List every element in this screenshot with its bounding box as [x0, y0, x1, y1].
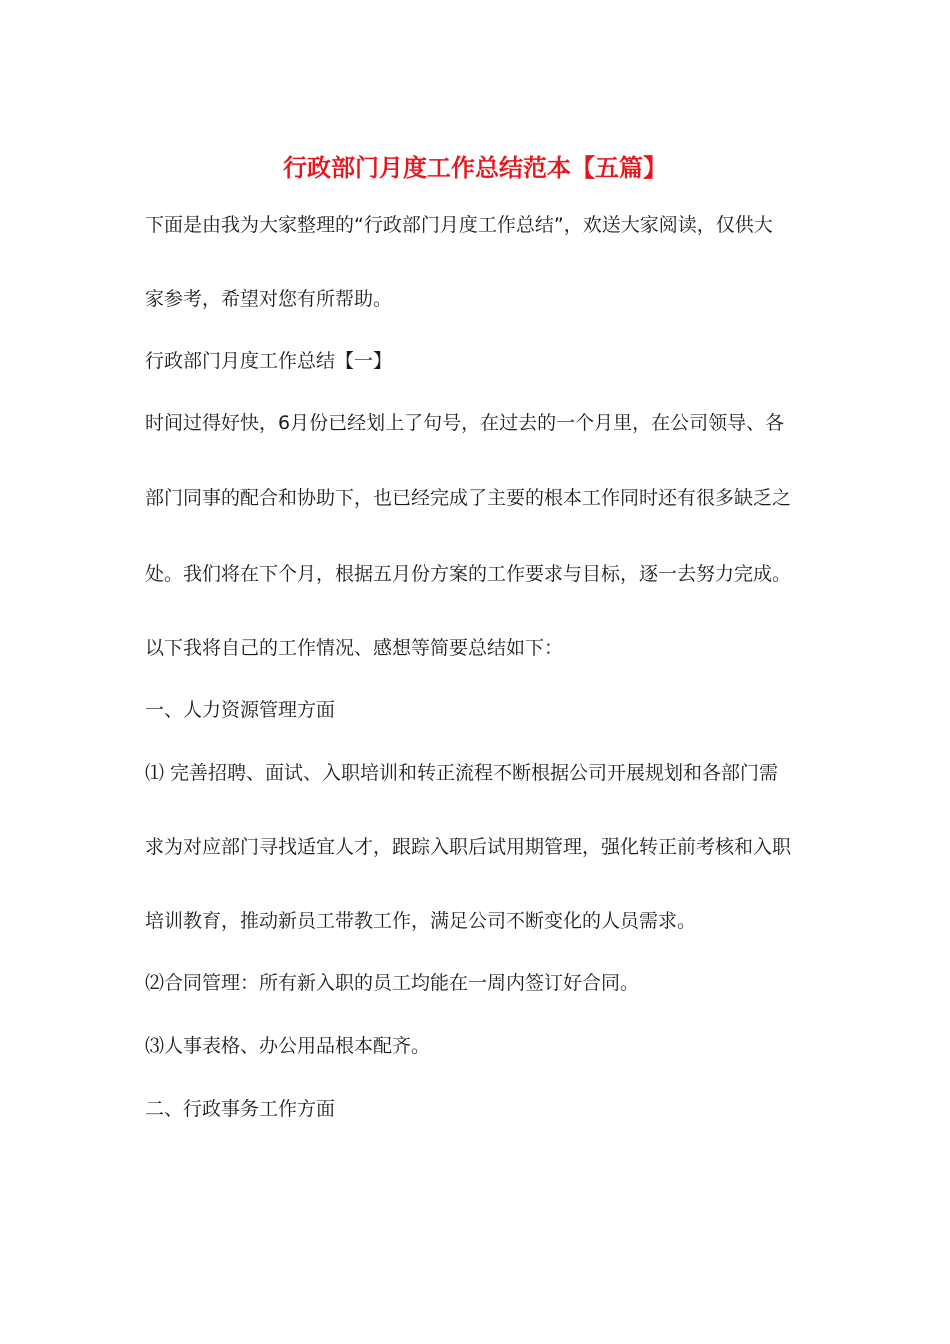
paragraph-line: 处。我们将在下个月，根据五月份方案的工作要求与目标，逐一去努力完成。: [145, 563, 792, 585]
list-item: ⑴ 完善招聘、面试、入职培训和转正流程不断根据公司开展规划和各部门需: [145, 762, 779, 784]
section-heading: 二、行政事务工作方面: [145, 1098, 336, 1120]
list-item: ⑶人事表格、办公用品根本配齐。: [145, 1035, 431, 1057]
section-heading: 一、人力资源管理方面: [145, 699, 336, 721]
paragraph-line: 下面是由我为大家整理的“行政部门月度工作总结”，欢送大家阅读，仅供大: [145, 214, 773, 236]
paragraph-line: 培训教育，推动新员工带教工作，满足公司不断变化的人员需求。: [145, 910, 697, 932]
document-title: 行政部门月度工作总结范本【五篇】: [283, 154, 667, 182]
paragraph-line: 部门同事的配合和协助下，也已经完成了主要的根本工作同时还有很多缺乏之: [145, 487, 792, 509]
paragraph-line: 时间过得好快，6月份已经划上了句号，在过去的一个月里，在公司领导、各: [145, 412, 785, 434]
paragraph-line: 求为对应部门寻找适宜人才，跟踪入职后试用期管理，强化转正前考核和入职: [145, 836, 792, 858]
list-item: ⑵合同管理：所有新入职的员工均能在一周内签订好合同。: [145, 972, 640, 994]
paragraph-line: 家参考，希望对您有所帮助。: [145, 288, 393, 310]
paragraph-line: 以下我将自己的工作情况、感想等简要总结如下：: [145, 637, 564, 659]
section-heading: 行政部门月度工作总结【一】: [145, 350, 393, 372]
